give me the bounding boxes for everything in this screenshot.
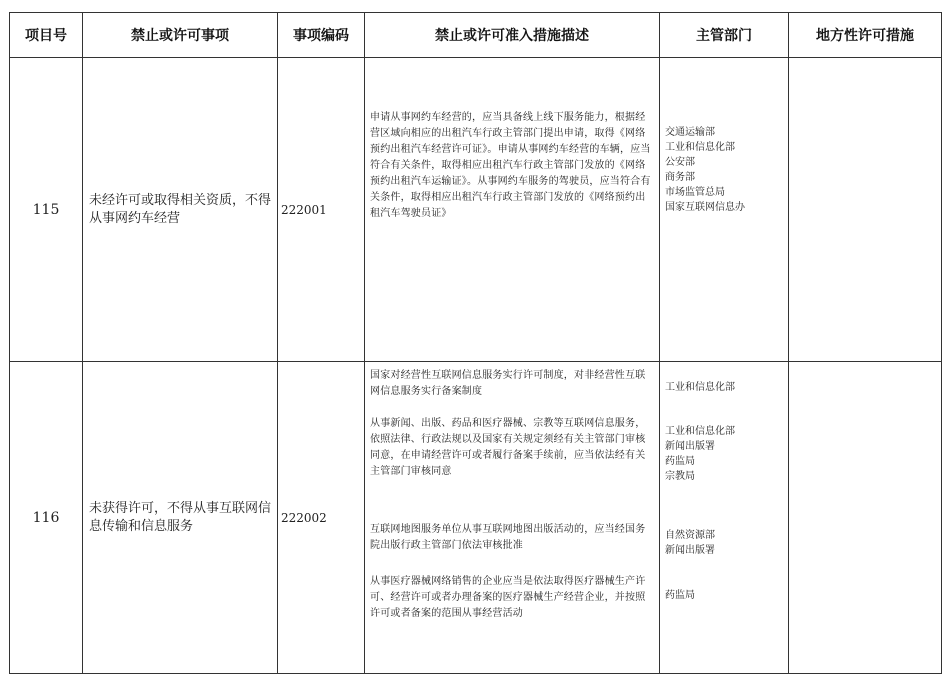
table-header-row xyxy=(10,13,942,58)
department-name: 市场监管总局 xyxy=(665,187,725,198)
department-name: 药监局 xyxy=(665,590,695,601)
measure-description xyxy=(365,362,660,674)
item-number: 115 xyxy=(10,58,83,362)
department-name: 自然资源部 xyxy=(665,530,715,541)
department-name: 工业和信息化部 xyxy=(665,142,735,153)
header-item-number: 项目号 xyxy=(10,13,83,58)
department-group xyxy=(665,380,784,424)
item-name: 未获得许可，不得从事互联网信息传输和信息服务 xyxy=(83,362,278,674)
item-code: 222002 xyxy=(278,362,365,674)
department-name: 宗教局 xyxy=(665,471,695,482)
department-name: 工业和信息化部 xyxy=(665,426,735,437)
regulation-table-page xyxy=(9,12,941,619)
department-name: 新闻出版署 xyxy=(665,441,715,452)
item-code: 222001 xyxy=(278,58,365,362)
description-paragraph: 互联网地图服务单位从事互联网地图出版活动的，应当经国务院出版行政主管部门依法审核批准 xyxy=(370,524,646,551)
department-group xyxy=(665,588,784,603)
department-name: 国家互联网信息办 xyxy=(665,202,745,213)
measure-description xyxy=(365,58,660,362)
header-item-code: 事项编码 xyxy=(278,13,365,58)
description-paragraph: 从事医疗器械网络销售的企业应当是依法取得医疗器械生产许可、经营许可或者办理备案的医疗器械生产经营企业，并按照许可或者备案的范围从事经营活动 xyxy=(370,576,646,619)
department-list xyxy=(660,362,789,674)
department-name: 公安部 xyxy=(665,157,695,168)
table-row xyxy=(10,58,942,362)
local-measures xyxy=(789,362,942,674)
description-paragraph: 国家对经营性互联网信息服务实行许可制度，对非经营性互联网信息服务实行备案制度 xyxy=(370,370,646,397)
header-local-measures: 地方性许可措施 xyxy=(789,13,942,58)
item-name: 未经许可或取得相关资质，不得从事网约车经营 xyxy=(83,58,278,362)
header-department: 主管部门 xyxy=(660,13,789,58)
description-paragraph: 从事新闻、出版、药品和医疗器械、宗教等互联网信息服务，依照法律、行政法规以及国家有关规定须经有关主管部门审核同意，在申请经营许可或者履行备案手续前，应当依法经有关主管部门审核同意 xyxy=(370,418,646,477)
header-measure-description: 禁止或许可准入措施描述 xyxy=(365,13,660,58)
regulation-table xyxy=(9,12,942,674)
table-row xyxy=(10,362,942,674)
department-name: 药监局 xyxy=(665,456,695,467)
department-name: 工业和信息化部 xyxy=(665,382,735,393)
department-group xyxy=(665,528,784,588)
department-name: 新闻出版署 xyxy=(665,545,715,556)
department-list xyxy=(660,58,789,362)
department-name: 商务部 xyxy=(665,172,695,183)
local-measures xyxy=(789,58,942,362)
department-group xyxy=(665,424,784,528)
item-number: 116 xyxy=(10,362,83,674)
description-paragraph: 申请从事网约车经营的，应当具备线上线下服务能力，根据经营区域向相应的出租汽车行政主管部门提出申请，取得《网络预约出租汽车经营许可证》。申请从事网约车经营的车辆，应当符合有关条件，取得相应出租汽车行政主管部门发放的《网络预约出租汽车运输证》。从事网约车服务的驾驶员，应当符合有关条件，取得相应出租汽车行政主管部门发放的《网络预约出租汽车驾驶员证》 xyxy=(370,112,651,219)
header-item-name: 禁止或许可事项 xyxy=(83,13,278,58)
department-name: 交通运输部 xyxy=(665,127,715,138)
